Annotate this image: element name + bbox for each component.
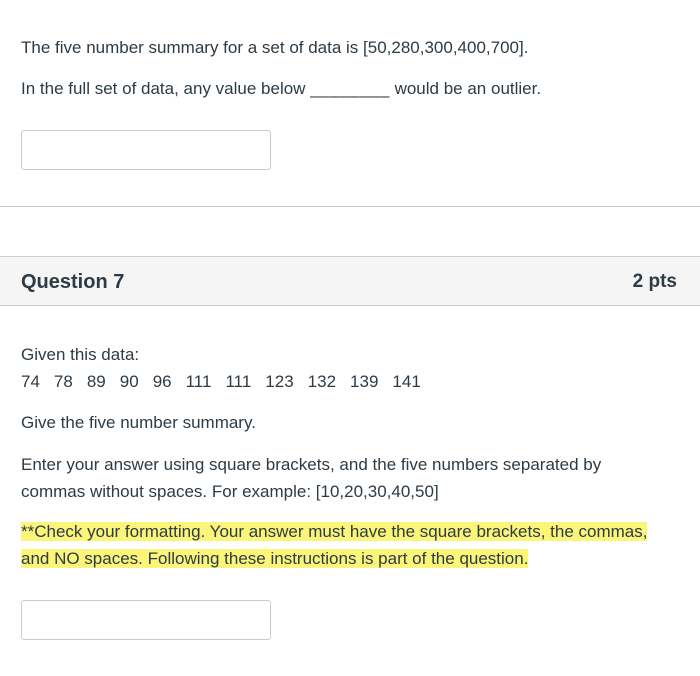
instructions-line-1: Enter your answer using square brackets, and the five numbers separated by [21,455,602,474]
previous-question-blank-line [21,79,541,99]
data-value: 96 [152,372,172,391]
question-points: 2 pts [632,271,677,292]
fill-in-blank: ________ [310,79,390,98]
answer-input[interactable] [21,600,271,640]
data-value: 141 [392,372,421,391]
data-value: 90 [119,372,139,391]
data-value: 111 [185,372,212,391]
formatting-warning [21,518,691,572]
warning-line-1: **Check your formatting. Your answer must have the square brackets, the commas, [21,522,648,541]
previous-answer-input[interactable] [21,130,271,170]
instructions-line-2: commas without spaces. For example: [10,20,30,40,50] [21,482,439,501]
question-prompt: Give the five number summary. [21,413,256,432]
data-value: 78 [53,372,73,391]
data-values-row [21,372,435,392]
question-header [0,256,700,306]
warning-line-2: and NO spaces. Following these instructions is part of the question. [21,549,529,568]
previous-question-text: The five number summary for a set of data is [50,280,300,400,700]. [21,38,529,57]
given-data-label: Given this data: [21,345,140,364]
data-value: 89 [86,372,106,391]
data-value: 139 [350,372,379,391]
blank-line-after: would be an outlier. [394,79,542,98]
question-title: Question 7 [21,271,125,293]
data-value: 111 [225,372,252,391]
question-divider [0,206,700,207]
blank-line-before: In the full set of data, any value below [21,79,306,98]
data-value: 123 [265,372,294,391]
data-value: 132 [307,372,337,391]
data-value: 74 [21,372,40,391]
